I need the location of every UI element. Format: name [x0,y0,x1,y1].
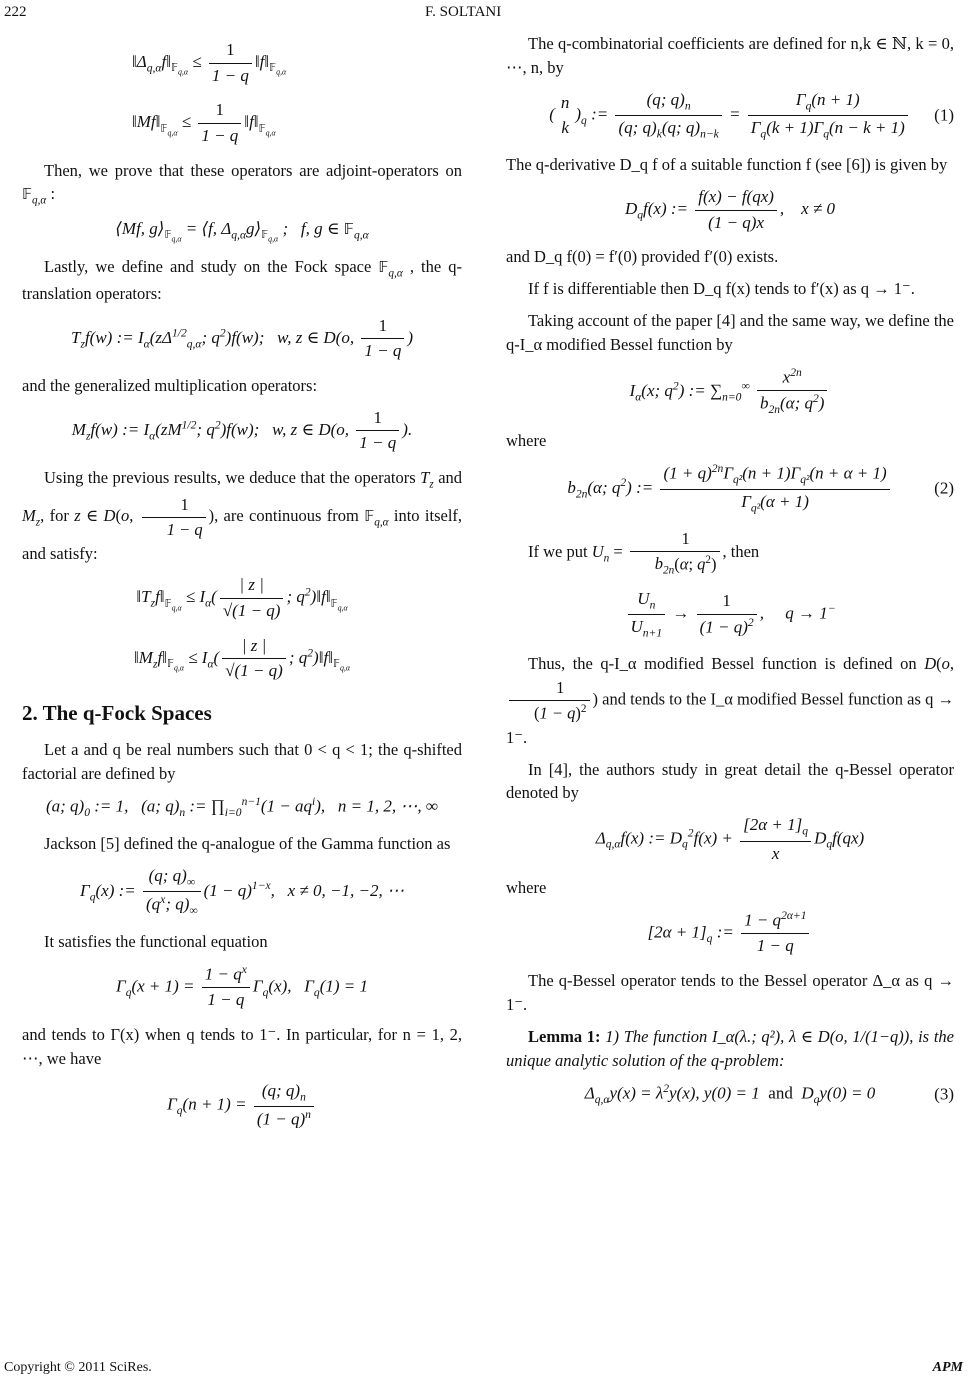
q-bracket-def: $[2\alpha + 1]_q$ := $\frac{1 - q^{2\alpha+1}}{1 - q}$ [506,908,954,959]
equation-2: $b_{2n}(\alpha$; $q^2$) := $\frac{(1 + q)^{2n}\Gamma_{q^2}(n + 1)\Gamma_{q^2}(n + \alpha + 1)}{\Gamma_{q^2}(\alpha + 1)}$ (2) [567,462,954,515]
translation-norm-bound: $‖T_zf‖_{𝔽_{q,\alpha}} \le I_\alpha$( $\frac{| z |}{√(1 - q)}$ ; $q^2)‖f‖_{𝔽_{q,\alpha}}$ [136,575,348,621]
equation-1: ( n k )$_q$ := $\frac{(q; q)_n}{(q; q)_k(q; q)_{n-k}}$ = $\frac{\Gamma_q(n + 1)}{\Gamma_q(k + 1)\Gamma_q(n - k + 1)}$ (1) [549,89,954,141]
paragraph-adjoint: Then, we prove that these operators are adjoint-operators on 𝔽$_{q,\alpha}$ : [22,160,462,207]
q-gamma-def: $\Gamma_q(x)$ := $\frac{(q; q)_\infty}{(q^x; q)_\infty}$ $(1 - q)^{1-x}$, x ≠ 0, −1, −2, ⋯ [80,866,404,918]
ratio-limit: $\frac{U_n}{U_{n+1}}$ → $\frac{1}{(1 - q)^2}$ , q → 1− [506,587,954,642]
paragraph-bessel-tends: The q-Bessel operator tends to the Bessel operator Δ_α as q → 1⁻. [506,971,954,1014]
equation-number-3: (3) [934,1084,954,1104]
q-gamma-functional-eq: $\Gamma_q(x + 1)$ = $\frac{1 - q^x}{1 - q}$ $\Gamma_q(x)$, $\Gamma_q(1) = 1$ [116,962,368,1010]
running-author: F. SOLTANI [425,4,502,20]
paragraph-thus: Thus, the q-I_α modified Bessel function is defined on D(o, $\frac{1}{(1 - q)^2}$ ) and tends to the I_α modified Bessel function as q → 1⁻. [506,654,954,747]
footer-copyright: Copyright © 2011 SciRes. [4,1360,152,1375]
paragraph-if-we-put: If we put $U_n$ = $\frac{1}{b_{2n}(\alpha; q^2)}$ , then [528,529,760,577]
q-gamma-integer: $\Gamma_q(n + 1)$ = $\frac{(q; q)_n}{(1 - q)^n}$ [22,1079,462,1132]
lemma-1 [506,1025,954,1073]
paragraph-jackson: Jackson [5] defined the q-analogue of the Gamma function as [44,834,451,854]
paragraph-in4: In [4], the authors study in great detail the q-Bessel operator denoted by [506,759,954,803]
paragraph-lastly: Lastly, we define and study on the Fock space 𝔽$_{q,\alpha}$ , the q-translation operators: [22,257,463,303]
q-bessel-function-def: $I_\alpha(x$; $q^2$) := $\sum_{n=0}^\infty$ $\frac{x^{2n}}{b_{2n}(\alpha; q^2)}$ [506,365,954,419]
where-label-2: where [506,878,547,898]
q-derivative-def: $D_qf(x)$ := $\frac{f(x) - f(qx)}{(1 - q)x}$ , x ≠ 0 [624,187,836,232]
page-number: 222 [4,4,27,20]
paragraph-let: Let a and q be real numbers such that 0 < q < 1; the q-shifted factorial are defined by [22,740,462,784]
section-heading: 2. The q-Fock Spaces [22,701,212,725]
paragraph-q-derivative: The q-derivative D_q f of a suitable function f (see [6]) is given by [506,155,948,175]
translation-operator-def: $T_zf(w)$ := $I_\alpha(z\Delta^{1/2}_{q,\alpha}$; $q^2)f(w)$; w, z ∈ D(o, $\frac{1}{1 - q}$ ) [70,315,413,361]
paragraph-tends: and tends to Γ(x) when q tends to 1⁻. In particular, for n = 1, 2, ⋯, we have [22,1024,462,1068]
norm-inequality-delta: $‖\Delta_{q,\alpha}f‖_{𝔽_{q,\alpha}}$ ≤ $\frac{1}{1 - q}$ $‖f‖_{𝔽_{q,\alpha}}$ [132,40,287,85]
lemma-text: 1) The function I_α(λ.; q²), λ ∈ D(o, 1/(1−q)), is the unique analytic solution of the q-problem: [506,1026,954,1070]
adjoint-equation: ⟨Mf, $g⟩_{𝔽_{q,\alpha}}$ = ⟨f, $\Delta_{q,\alpha}g⟩_{𝔽_{q,\alpha}}$ ; f, g ∈ 𝔽$_{q,\alpha}$ [115,219,369,244]
paragraph-satisfies: It satisfies the functional equation [44,931,268,951]
paragraph-and: and D_q f(0) = f′(0) provided f′(0) exists. [506,247,779,267]
left-column [22,32,462,1142]
where-label-1: where [506,431,547,451]
multiplication-norm-bound: $‖M_zf‖_{𝔽_{q,\alpha}} \le I_\alpha$( $\frac{| z |}{√(1 - q)}$ ; $q^2)‖f‖_{𝔽_{q,\alpha}}$ [134,635,350,681]
paragraph-if: If f is differentiable then D_q f(x) tends to f′(x) as q → 1⁻. [528,279,915,299]
equation-3: $\Delta_{q,\alpha}y(x) = \lambda^2y(x)$, y(0) = 1 and $D_qy(0) = 0$ (3) [584,1081,954,1106]
right-column [506,32,954,1119]
q-bessel-operator-def: $\Delta_{q,\alpha}f(x)$ := $D_q^2f(x)$ + $\frac{[2\alpha + 1]_q}{x}$ $D_qf(qx)$ [595,815,865,863]
paragraph-using: Using the previous results, we deduce that the operators $T_z$ and $M_z$, for z ∈ D(o, $\frac{1}{1 - q}$ ), are continuous from 𝔽$_{q,\alpha}$ into itself, and satisfy: [22,468,463,563]
paragraph-taking: Taking account of the paper [4] and the same way, we define the q-I_α modified Bessel function by [506,311,954,355]
q-shifted-factorial: (a; $q)_0$ := 1, (a; $q)_n$ := $\prod_{i=0}^{n-1}(1 - aq^i)$, n = 1, 2, ⋯, ∞ [45,795,439,820]
paragraph-mult: and the generalized multiplication operators: [22,375,318,395]
norm-inequality-m: $‖Mf‖_{𝔽_{q,\alpha}}$ ≤ $\frac{1}{1 - q}$ $‖f‖_{𝔽_{q,\alpha}}$ [132,100,276,145]
multiplication-operator-def: $M_zf(w)$ := $I_\alpha(zM^{1/2}$; $q^2)f(w)$; w, z ∈ D(o, $\frac{1}{1 - q}$ ). [71,407,413,453]
paragraph-combinatorial: The q-combinatorial coefficients are defined for n,k ∈ ℕ, k = 0, ⋯, n, by [506,34,954,77]
equation-number-1: (1) [934,105,954,125]
lemma-label: Lemma 1: [528,1026,601,1046]
footer-journal: APM [932,1360,963,1375]
equation-number-2: (2) [934,478,954,498]
